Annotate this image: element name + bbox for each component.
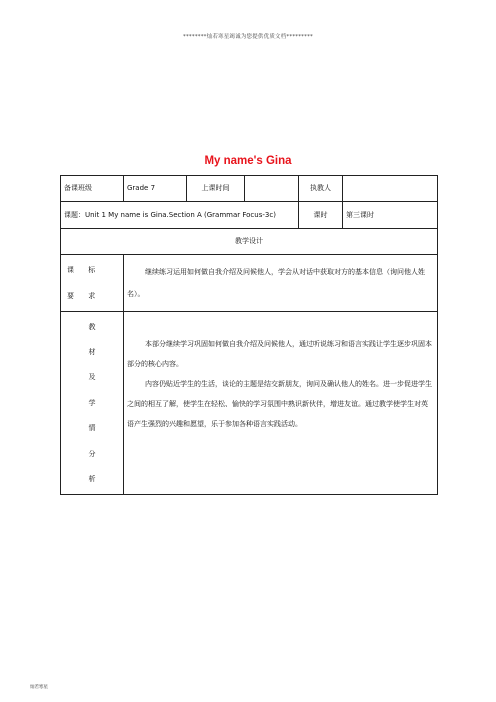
teacher-value	[343, 176, 438, 202]
table-row-goals	[61, 255, 438, 312]
analysis-label-cell	[61, 312, 124, 495]
table-row-topic	[61, 202, 438, 229]
goals-text: 继续练习运用如何做自我介绍及问候他人，学会从对话中获取对方的基本信息（询问他人姓名）。	[127, 268, 425, 298]
table-row-section	[61, 229, 438, 255]
period-label: 课时	[299, 202, 343, 229]
document-title: My name's Gina	[204, 155, 292, 167]
analysis-label-char: 情	[88, 424, 96, 433]
analysis-label-char: 材	[88, 347, 96, 356]
table-row-info	[61, 176, 438, 202]
teacher-label: 执教人	[299, 176, 343, 202]
time-label: 上课时间	[187, 176, 245, 202]
header-note: ********灿若寒星竭诚为您提供优质文档*********	[183, 34, 313, 40]
period-value: 第三课时	[343, 202, 438, 229]
section-title: 教学设计	[61, 229, 438, 255]
analysis-label-char: 析	[88, 475, 96, 484]
analysis-label-char: 及	[88, 373, 96, 382]
class-label: 备课班级	[61, 176, 124, 202]
topic-cell: 课题：Unit 1 My name is Gina.Section A (Grammar Focus-3c)	[61, 202, 299, 229]
time-value	[245, 176, 299, 202]
analysis-paragraph-2: 内容仍贴近学生的生活，谈论的主题是结交新朋友，询问及确认他人的姓名。进一步促进学生之间的相互了解，使学生在轻松、愉快的学习氛围中熟识新伙伴，增进友谊。通过教学使学生对英语产生强烈的兴趣和愿望，乐于参加各种语言实践活动。	[127, 380, 432, 428]
goals-label-cell	[61, 255, 124, 312]
analysis-text-cell	[124, 312, 438, 495]
class-value: Grade 7	[124, 176, 187, 202]
analysis-label-char: 教	[88, 322, 96, 331]
goals-text-cell	[124, 255, 438, 312]
analysis-label-char: 分	[88, 449, 96, 458]
goals-label-line2: 要 求	[67, 291, 102, 300]
footer-note: 灿若寒星	[30, 685, 48, 690]
analysis-label-char: 学	[88, 398, 96, 407]
goals-label-line1: 课 标	[67, 265, 102, 274]
table-row-analysis	[61, 312, 438, 495]
lesson-plan-table	[60, 175, 438, 495]
analysis-paragraph-1: 本部分继续学习巩固如何做自我介绍及问候他人，通过听说练习和语言实践让学生逐步巩固本部分的核心内容。	[127, 340, 432, 368]
